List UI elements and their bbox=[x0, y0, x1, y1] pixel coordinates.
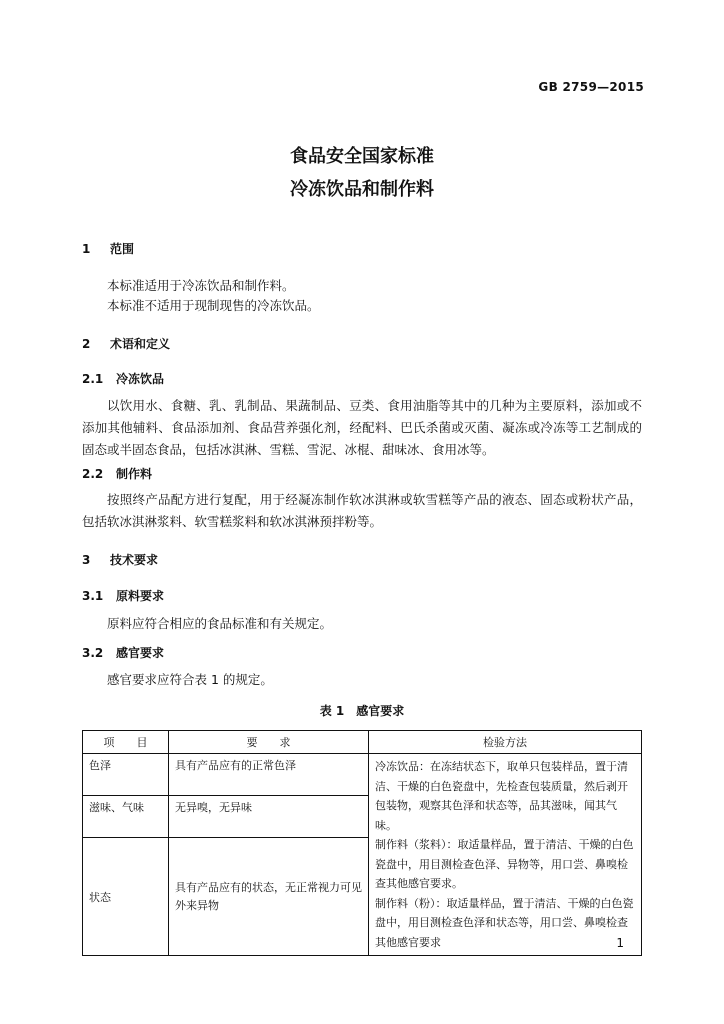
section-number: 3 bbox=[82, 553, 91, 567]
sensory-requirement-text: 感官要求应符合表 1 的规定。 bbox=[107, 672, 273, 687]
scope-paragraph-2: 本标准不适用于现制现售的冷冻饮品。 bbox=[107, 298, 320, 313]
section-number: 2.2 bbox=[82, 467, 104, 481]
section-title: 原料要求 bbox=[116, 589, 165, 603]
page-number: 1 bbox=[616, 936, 624, 950]
document-title: 食品安全国家标准 bbox=[290, 146, 434, 167]
section-title: 感官要求 bbox=[116, 646, 165, 660]
section-3-1-heading bbox=[82, 587, 164, 604]
standard-code: GB 2759—2015 bbox=[538, 80, 644, 94]
section-3-heading bbox=[82, 551, 158, 568]
section-number: 3.2 bbox=[82, 646, 104, 660]
row-requirement: 无异嗅，无异味 bbox=[169, 796, 369, 838]
section-2-1-heading bbox=[82, 370, 164, 387]
definition-frozen-drinks: 以饮用水、食糖、乳、乳制品、果蔬制品、豆类、食用油脂等其中的几种为主要原料，添加或不添加其他辅料、食品添加剂、食品营养强化剂，经配料、巴氏杀菌或灭菌、凝冻或冷冻等工艺制成的固态或半固态食品，包括冰淇淋、雪糕、雪泥、冰棍、甜味冰、食用冰等。 bbox=[82, 398, 642, 457]
section-2-heading bbox=[82, 335, 170, 352]
row-item: 色泽 bbox=[83, 754, 169, 796]
section-3-2-heading bbox=[82, 644, 164, 661]
section-title: 技术要求 bbox=[110, 553, 159, 567]
definition-preparation-materials: 按照终产品配方进行复配，用于经凝冻制作软冰淇淋或软雪糕等产品的液态、固态或粉状产品，包括软冰淇淋浆料、软雪糕浆料和软冰淇淋预拌粉等。 bbox=[82, 492, 642, 529]
header-requirement: 要 求 bbox=[169, 731, 369, 754]
row-item: 状态 bbox=[83, 838, 169, 956]
row-item: 滋味、气味 bbox=[83, 796, 169, 838]
section-number: 1 bbox=[82, 242, 91, 256]
sensory-requirements-table bbox=[82, 730, 642, 956]
method-frozen-drinks: 冷冻饮品：在冻结状态下，取单只包装样品，置于清洁、干燥的白色瓷盘中，先检查包装质量，然后剥开包装物，观察其色泽和状态等，品其滋味，闻其气味。 bbox=[375, 760, 628, 832]
document-subtitle: 冷冻饮品和制作料 bbox=[290, 179, 434, 200]
section-number: 2 bbox=[82, 337, 91, 351]
section-title: 冷冻饮品 bbox=[116, 372, 165, 386]
header-method: 检验方法 bbox=[369, 731, 642, 754]
section-number: 2.1 bbox=[82, 372, 104, 386]
scope-paragraph-1: 本标准适用于冷冻饮品和制作料。 bbox=[107, 278, 295, 293]
section-title: 范围 bbox=[110, 242, 135, 256]
row-requirement: 具有产品应有的正常色泽 bbox=[169, 754, 369, 796]
raw-material-requirement: 原料应符合相应的食品标准和有关规定。 bbox=[107, 616, 333, 631]
method-powder: 制作料（粉）：取适量样品，置于清洁、干燥的白色瓷盘中，用目测检查色泽和状态等，用口尝、鼻嗅检查其他感官要求 bbox=[375, 896, 634, 949]
section-1-heading bbox=[82, 240, 134, 257]
table-row bbox=[83, 754, 642, 796]
section-title: 术语和定义 bbox=[110, 337, 171, 351]
inspection-method-cell bbox=[369, 754, 642, 956]
section-number: 3.1 bbox=[82, 589, 104, 603]
row-requirement: 具有产品应有的状态，无正常视力可见外来异物 bbox=[169, 838, 369, 956]
section-2-2-heading bbox=[82, 465, 152, 482]
table-title: 表 1 感官要求 bbox=[319, 704, 405, 718]
header-item: 项 目 bbox=[83, 731, 169, 754]
method-paste: 制作料（浆料）：取适量样品，置于清洁、干燥的白色瓷盘中，用目测检查色泽、异物等，用口尝、鼻嗅检查其他感官要求。 bbox=[375, 838, 634, 890]
section-title: 制作料 bbox=[116, 467, 153, 481]
table-header-row bbox=[83, 731, 642, 754]
